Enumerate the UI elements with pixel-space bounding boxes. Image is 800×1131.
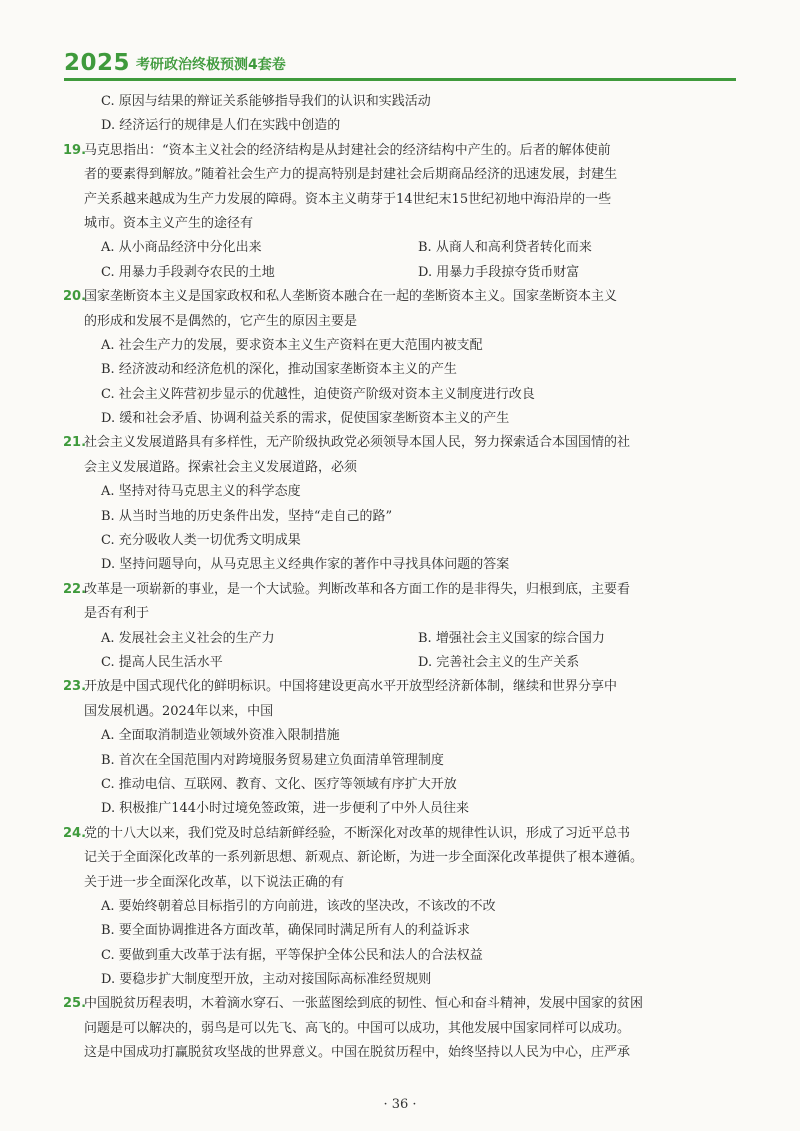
option-b: B. 从当时当地的历史条件出发，坚持“走自己的路” (101, 508, 393, 524)
question-21 (63, 431, 744, 577)
question-stem-line: 的形成和发展不是偶然的，它产生的原因主要是 (84, 313, 358, 329)
header-rule (64, 78, 736, 81)
option-b: B. 经济波动和经济危机的深化，推动国家垄断资本主义的产生 (101, 362, 457, 378)
option-d: D. 积极推广144小时过境免签政策，进一步便利了中外人员往来 (101, 801, 470, 817)
question-number: 19. (63, 142, 87, 158)
option-c: C. 充分吸收人类一切优秀文明成果 (101, 533, 301, 549)
question-stem-line: 城市。资本主义产生的途径有 (84, 215, 254, 231)
page-number: · 36 · (383, 1097, 417, 1112)
question-stem-line: 是否有利于 (84, 606, 150, 622)
option-d: D. 完善社会主义的生产关系 (418, 654, 580, 670)
q18-option-d: D. 经济运行的规律是人们在实践中创造的 (101, 118, 341, 134)
question-stem-line: 社会主义发展道路具有多样性，无产阶级执政党必须领导本国人民，努力探索适合本国国情的社 (84, 435, 631, 451)
question-number: 23. (63, 679, 87, 695)
question-stem-line: 马克思指出：“资本主义社会的经济结构是从封建社会的经济结构中产生的。后者的解体使前 (84, 142, 611, 158)
option-c: C. 用暴力手段剥夺农民的土地 (101, 264, 275, 280)
option-a: A. 发展社会主义社会的生产力 (101, 630, 275, 646)
question-stem-line: 开放是中国式现代化的鲜明标识。中国将建设更高水平开放型经济新体制，继续和世界分享中 (84, 679, 618, 695)
page-header (64, 44, 286, 76)
option-d: D. 要稳步扩大制度型开放，主动对接国际高标准经贸规则 (101, 972, 432, 988)
question-20 (63, 285, 744, 431)
option-c: C. 社会主义阵营初步显示的优越性，迫使资产阶级对资本主义制度进行改良 (101, 386, 535, 402)
question-22 (63, 578, 744, 676)
option-c: C. 推动电信、互联网、教育、文化、医疗等领域有序扩大开放 (101, 776, 457, 792)
question-19 (63, 139, 744, 285)
question-stem-line: 中国脱贫历程表明，木着滴水穿石、一张蓝图绘到底的韧性、恒心和奋斗精神，发展中国家的贫困 (84, 996, 644, 1012)
question-stem-line: 国发展机遇。2024年以来，中国 (84, 703, 274, 719)
question-stem-line: 产关系越来越成为生产力发展的障碍。资本主义萌芽于14世纪末15世纪初地中海沿岸的一些 (84, 191, 612, 207)
question-25 (63, 992, 744, 1065)
question-number: 25. (63, 996, 87, 1012)
question-stem-line: 会主义发展道路。探索社会主义发展道路，必须 (84, 459, 358, 475)
question-stem-line: 者的要素得到解放。”随着社会生产力的提高特别是封建社会后期商品经济的迅速发展，封建生 (84, 167, 618, 183)
question-stem-line: 国家垄断资本主义是国家政权和私人垄断资本融合在一起的垄断资本主义。国家垄断资本主义 (84, 289, 618, 305)
question-stem-line: 改革是一项崭新的事业，是一个大试验。判断改革和各方面工作的是非得失，归根到底，主要看 (84, 581, 631, 597)
option-c: C. 要做到重大改革于法有据，平等保护全体公民和法人的合法权益 (101, 947, 483, 963)
question-24 (63, 822, 744, 993)
q18-option-c: C. 原因与结果的辩证关系能够指导我们的认识和实践活动 (101, 94, 431, 109)
option-c: C. 提高人民生活水平 (101, 654, 223, 670)
question-number: 22. (63, 581, 87, 597)
header-year: 2025 (64, 50, 131, 76)
question-number: 20. (63, 289, 87, 305)
question-content (63, 90, 744, 1066)
question-number: 24. (63, 825, 87, 841)
header-subtitle: 考研政治终极预测4套卷 (136, 57, 286, 73)
option-a: A. 全面取消制造业领域外资准入限制措施 (101, 728, 340, 744)
option-b: B. 首次在全国范围内对跨境服务贸易建立负面清单管理制度 (101, 752, 444, 768)
option-a: A. 从小商品经济中分化出来 (101, 240, 262, 256)
option-b: B. 从商人和高利贷者转化而来 (418, 240, 592, 256)
question-23 (63, 675, 744, 821)
option-d: D. 用暴力手段掠夺货币财富 (418, 264, 580, 280)
option-a: A. 社会生产力的发展，要求资本主义生产资料在更大范围内被支配 (101, 337, 483, 353)
question-stem-line: 这是中国成功打赢脱贫攻坚战的世界意义。中国在脱贫历程中，始终坚持以人民为中心，庄严承 (84, 1045, 631, 1061)
question-stem-line: 记关于全面深化改革的一系列新思想、新观点、新论断，为进一步全面深化改革提供了根本遵循。 (84, 850, 644, 866)
option-b: B. 要全面协调推进各方面改革，确保同时满足所有人的利益诉求 (101, 923, 470, 939)
option-a: A. 要始终朝着总目标指引的方向前进，该改的坚决改，不该改的不改 (101, 898, 496, 914)
question-number: 21. (63, 435, 87, 451)
question-stem-line: 问题是可以解决的，弱鸟是可以先飞、高飞的。中国可以成功，其他发展中国家同样可以成功。 (84, 1020, 631, 1036)
question-stem-line: 关于进一步全面深化改革，以下说法正确的有 (84, 874, 345, 890)
option-b: B. 增强社会主义国家的综合国力 (418, 630, 605, 646)
question-stem-line: 党的十八大以来，我们党及时总结新鲜经验，不断深化对改革的规律性认识，形成了习近平总书 (84, 825, 631, 841)
option-d: D. 坚持问题导向，从马克思主义经典作家的著作中寻找具体问题的答案 (101, 557, 510, 573)
option-d: D. 缓和社会矛盾、协调利益关系的需求，促使国家垄断资本主义的产生 (101, 411, 510, 427)
option-a: A. 坚持对待马克思主义的科学态度 (101, 484, 301, 500)
